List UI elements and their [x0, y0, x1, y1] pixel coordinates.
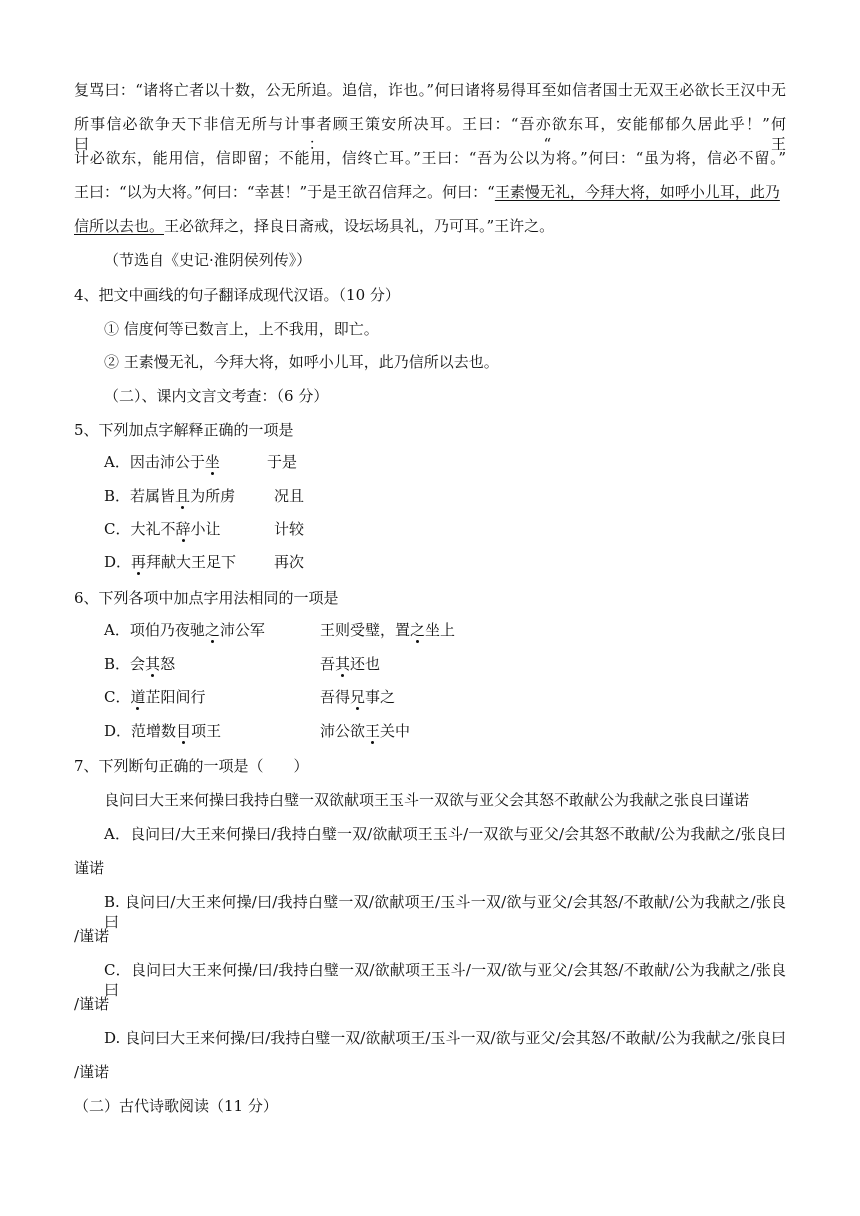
q5-option-c-meaning: 计较 — [274, 520, 305, 538]
underlined-sentence-part-1: 王素慢无礼，今拜大将，如呼小儿耳，此乃 — [494, 183, 780, 201]
passage-line-3: 计必欲东，能用信，信即留；不能用，信终亡耳。”王曰：“吾为公以为将。”何曰：“虽为将，信必不留。” — [74, 149, 786, 167]
q7-text: 良问曰大王来何操曰我持白璧一双欲献项王玉斗一双欲与亚父会其怒不敢献公为我献之张良曰谨诺 — [104, 791, 750, 809]
q6-option-b-left: B．会其怒 — [104, 655, 176, 673]
passage-line-4 — [74, 182, 780, 202]
section-heading-classical: （二）、课内文言文考查：（6 分） — [104, 387, 329, 405]
q7-option-c-cont: /谨诺 — [74, 995, 110, 1013]
passage-line-5-text: 王必欲拜之，择良日斋戒，设坛场具礼，乃可耳。”王许之。 — [164, 217, 555, 235]
dotted-char: 且 — [175, 487, 191, 505]
q6-option-d-left: D．范增数目项王 — [104, 722, 222, 740]
dotted-char: 之 — [410, 621, 426, 639]
section-heading-poetry: （二）古代诗歌阅读（11 分） — [74, 1097, 278, 1115]
passage-line-2: 所事信必欲争天下非信无所与计事者顾王策安所决耳。王曰：“吾亦欲东耳，安能郁郁久居此乎！”何曰：“王 — [74, 115, 786, 153]
q7-option-c: C．良问曰大王来何操/曰/我持白璧一双/欲献项王玉斗/一双/欲与亚父/会其怒/不敢献/公为我献之/张良曰 — [104, 961, 786, 999]
q7-option-d-cont: /谨诺 — [74, 1063, 110, 1081]
q4-item-1: ① 信度何等已数言上，上不我用，即亡。 — [104, 320, 379, 338]
dotted-char: 王 — [365, 722, 381, 740]
underlined-sentence-part-2: 信所以去也。 — [74, 217, 165, 235]
q5-option-b: B．若属皆且为所虏 — [104, 487, 236, 505]
passage-source: （节选自《史记·淮阴侯列传》） — [104, 251, 312, 269]
passage-line-1: 复骂曰：“诸将亡者以十数，公无所追。追信，诈也。”何曰诸将易得耳至如信者国士无双王必欲长王汉中无 — [74, 81, 786, 99]
q5-option-c: C．大礼不辞小让 — [104, 520, 221, 538]
q5-option-d-meaning: 再次 — [274, 553, 305, 571]
q5-option-b-meaning: 况且 — [274, 487, 305, 505]
dotted-char: 坐 — [204, 453, 220, 471]
dotted-char: 之 — [204, 621, 220, 639]
dotted-char: 其 — [145, 655, 161, 673]
passage-line-5 — [74, 216, 554, 236]
q7-option-a: A．良问曰/大王来何操曰/我持白璧一双/欲献项王玉斗/一双欲与亚父/会其怒不敢献/公为我献之/张良曰 — [104, 825, 786, 843]
q6-option-c-left: C．道芷阳间行 — [104, 688, 206, 706]
q6-option-c-right: 吾得兄事之 — [320, 688, 396, 706]
dotted-char: 目 — [176, 722, 192, 740]
q5-option-a-meaning: 于是 — [267, 453, 298, 471]
q6-option-a-right: 王则受璧，置之坐上 — [320, 621, 456, 639]
q4-title: 4、把文中画线的句子翻译成现代汉语。（10 分） — [74, 286, 400, 304]
q7-title: 7、下列断句正确的一项是（ ） — [74, 757, 309, 775]
q6-option-a-left: A．项伯乃夜驰之沛公军 — [104, 621, 265, 639]
q4-item-2: ② 王素慢无礼，今拜大将，如呼小儿耳，此乃信所以去也。 — [104, 353, 499, 371]
dotted-char: 道 — [130, 688, 146, 706]
q5-option-a: A．因击沛公于坐 — [104, 453, 220, 471]
q7-option-b-cont: /谨诺 — [74, 927, 110, 945]
q5-option-d: D．再拜献大王足下 — [104, 553, 237, 571]
q5-title: 5、下列加点字解释正确的一项是 — [74, 421, 294, 439]
dotted-char: 辞 — [175, 520, 191, 538]
dotted-char: 其 — [335, 655, 351, 673]
q7-option-b: B. 良问曰/大王来何操/曰/我持白璧一双/欲献项王/玉斗一双/欲与亚父/会其怒/不敢献/公为我献之/张良曰 — [104, 893, 786, 931]
passage-line-4-text: 王曰：“以为大将。”何曰：“幸甚！”于是王欲召信拜之。何曰：“ — [74, 183, 495, 201]
q6-title: 6、下列各项中加点字用法相同的一项是 — [74, 589, 339, 607]
dotted-char: 再 — [131, 553, 147, 571]
q6-option-b-right: 吾其还也 — [320, 655, 381, 673]
q7-option-a-cont: 谨诺 — [74, 859, 105, 877]
q6-option-d-right: 沛公欲王关中 — [320, 722, 411, 740]
dotted-char: 兄 — [350, 688, 366, 706]
q7-option-d: D. 良问曰大王来何操/曰/我持白璧一双/欲献项王/玉斗一双/欲与亚父/会其怒/不敢献/公为我献之/张良曰 — [104, 1029, 786, 1047]
